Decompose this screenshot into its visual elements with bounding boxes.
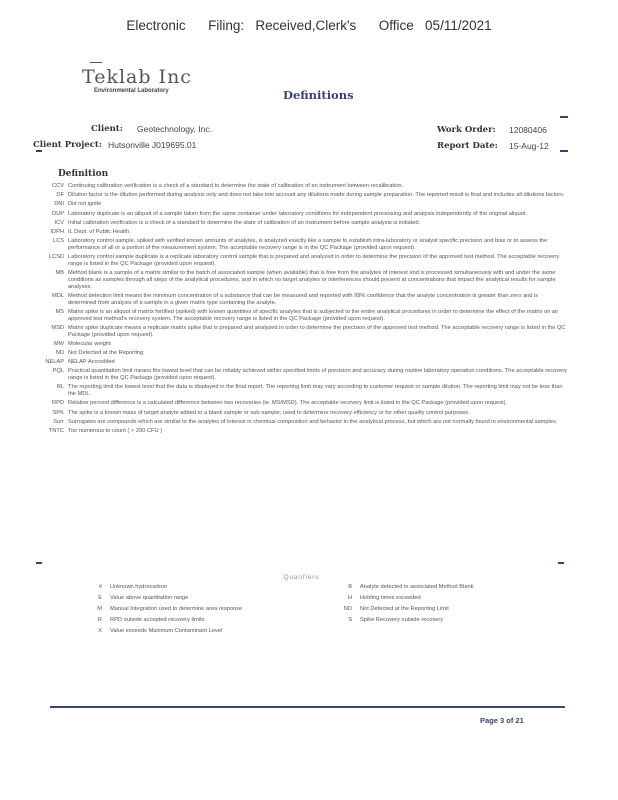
- definition-row: [28, 400, 568, 407]
- definition-abbr: RL: [56, 384, 64, 391]
- definition-abbr: ICV: [54, 219, 64, 226]
- page-title: Definitions: [283, 88, 354, 102]
- definition-abbr: MDL: [51, 292, 64, 299]
- definition-row: [28, 211, 568, 218]
- definition-row: [28, 350, 568, 357]
- definition-abbr: MS: [55, 308, 64, 315]
- definition-text: The reporting limit the lowest level that the data is displayed in the final report. The reporting limit may vary according to customer request or sample dilution. The reporting limit may not be less than the MDL.: [68, 384, 563, 398]
- report-date-value: 15-Aug-12: [509, 141, 549, 151]
- definition-text: IL Dept. of Public Health: [68, 228, 130, 235]
- definition-row: [28, 368, 568, 382]
- definition-row: [28, 293, 568, 307]
- definition-abbr: SPK: [52, 409, 64, 416]
- definition-row: [28, 220, 568, 227]
- definition-text: Initial calibration verification is a check of a standard to determine the state of calibration of an instrument before sample analysis is initiated.: [68, 219, 421, 226]
- definition-text: Laboratory duplicate is an aliquot of a sample taken from the same container under laboratory conditions for independent processing and analysis independently of the original aliquot.: [68, 210, 528, 217]
- definition-row: [28, 325, 568, 339]
- company-logo: [82, 66, 212, 106]
- definition-text: Method detection limit means the minimum concentration of a substance that can be measured and reported with 99% confidence that the analyte concentration is greater than zero and is determined from analysis of a sample in a given matrix type containing the analyte.: [68, 292, 539, 306]
- qualifier-text: Value exceeds Maximum Contaminant Level: [110, 628, 223, 634]
- page-number: Page 3 of 21: [480, 716, 524, 725]
- report-date-label: Report Date:: [437, 141, 498, 151]
- definition-row: [28, 229, 568, 236]
- margin-mark: [36, 150, 42, 152]
- qualifier-symbol: E: [98, 595, 102, 601]
- qualifier-symbol: B: [348, 584, 352, 590]
- margin-mark: [560, 150, 568, 152]
- qualifiers-heading: Qualifiers: [284, 575, 320, 581]
- definition-row: [28, 341, 568, 348]
- qualifier-text: Not Detected at the Reporting Limit: [360, 606, 449, 612]
- qualifiers-left-list: [80, 584, 320, 639]
- qualifier-row: [80, 606, 320, 612]
- qualifier-symbol: M: [97, 606, 102, 612]
- definition-abbr: CCV: [51, 183, 64, 189]
- definition-abbr: ND: [55, 350, 64, 357]
- definition-abbr: LCS: [52, 238, 64, 245]
- filing-stamp: Electronic Filing: Received,Clerk's Office 05/11/2021: [126, 18, 492, 33]
- client-label: Client:: [91, 124, 123, 134]
- qualifier-symbol: #: [98, 584, 102, 590]
- margin-mark: [558, 562, 564, 564]
- work-order-label: Work Order:: [437, 125, 496, 135]
- definition-abbr: DNI: [54, 201, 64, 208]
- qualifier-text: Value above quantitation range: [110, 595, 189, 601]
- logo-subtitle: Environmental Laboratory: [94, 88, 169, 94]
- definition-text: Laboratory control sample, spiked with verified known amounts of analytes, is analyzed exactly like a sample to establish intra-laboratory or analyst specific precision and bias or to assess the performance of all or a portion of the measurement system. The acceptable recovery range is in the QC Package (provided upon request).: [68, 238, 548, 251]
- qualifier-text: Unknown hydrocarbon: [110, 584, 167, 590]
- qualifiers-right-list: [330, 584, 550, 628]
- definitions-list: [28, 183, 568, 437]
- definition-text: Too numerous to count ( > 200 CFU ): [68, 427, 163, 434]
- definition-abbr: Surr: [53, 418, 64, 425]
- qualifier-row: [330, 617, 550, 623]
- definition-row: [28, 238, 568, 252]
- definition-abbr: NELAP: [45, 359, 64, 366]
- definition-text: Dilution factor is the dilution performed during analysis only and does not take into account any dilutions made during sample preparation. The reported result is final and includes all dilutions factors.: [68, 192, 565, 199]
- definition-abbr: PQL: [52, 368, 64, 375]
- qualifier-symbol: X: [98, 628, 102, 634]
- margin-mark: [36, 562, 42, 564]
- definition-abbr: MSD: [51, 324, 64, 331]
- definition-row: [28, 384, 568, 398]
- definition-text: The spike is a known mass of target analyte added to a blank sample or sub-sample; used to determine recovery efficiency or for other quality control purposes.: [68, 409, 470, 416]
- qualifier-symbol: H: [347, 595, 352, 601]
- client-value: Geotechnology, Inc.: [137, 124, 212, 134]
- qualifier-row: [330, 606, 550, 612]
- qualifier-text: Manual Integration used to determine area response: [110, 606, 243, 612]
- definition-text: Not Detected at the Reporting: [68, 350, 144, 357]
- work-order-value: 12080406: [509, 125, 547, 135]
- definition-text: Practical quantitation limit means the lowest level that can be reliably achieved within specified limits of precision and accuracy during routine laboratory operation conditions. The acceptable recovery range is listed in the QC Package (provided upon request).: [68, 368, 568, 382]
- qualifier-row: [80, 595, 320, 601]
- qualifier-text: Holding times exceeded: [360, 595, 421, 601]
- definition-row: [28, 270, 568, 290]
- definition-abbr: DUP: [51, 210, 64, 217]
- qualifier-text: Analyte detected in associated Method Blank: [360, 584, 474, 590]
- definition-row: [28, 359, 568, 366]
- definition-abbr: MB: [55, 270, 64, 277]
- client-project-label: Client Project:: [33, 140, 102, 150]
- definition-text: Continuing calibration verification is a check of a standard to determine the state of calibration of an instrument between recalibration.: [68, 183, 404, 189]
- definition-text: Molecular weight: [68, 340, 111, 347]
- qualifier-row: [80, 628, 320, 634]
- logo-script-text: Teklab Inc: [82, 66, 192, 88]
- definition-text: Relative percent difference is a calculated difference between two recoveries (ie. MS/MSD). The acceptable recovery limit is listed in the QC Package (provided upon request).: [68, 400, 508, 407]
- qualifier-row: [80, 584, 320, 590]
- definition-abbr: DF: [56, 192, 64, 199]
- margin-mark: [560, 116, 568, 118]
- definitions-heading: Definition: [58, 169, 109, 179]
- qualifier-symbol: S: [348, 617, 352, 623]
- definition-abbr: LCSD: [48, 254, 64, 261]
- definition-row: [28, 183, 568, 190]
- qualifier-row: [330, 584, 550, 590]
- qualifier-symbol: ND: [343, 606, 352, 612]
- definition-text: Surrogates are compounds which are similar to the analytes of interest in chemical composition and behavior in the analytical process, but which are not normally found in environmental samples.: [68, 418, 558, 425]
- definition-row: [28, 410, 568, 417]
- definition-row: [28, 309, 568, 323]
- qualifier-text: RPD outside accepted recovery limits: [110, 617, 205, 623]
- definition-row: [28, 201, 568, 208]
- definition-text: NELAP Accredited: [68, 359, 115, 366]
- logo-mark: [90, 62, 102, 63]
- qualifier-text: Spike Recovery outside recovery: [360, 617, 444, 623]
- definition-text: Method blank is a sample of a matrix similar to the batch of associated sample (when available) that is free from the analytes of interest and is processed simultaneously with and under the same conditions as samples through all steps of the analytical procedures, and in which no target analytes or interferences should present at concentrations that impact the analytical results for sample analyses.: [68, 270, 556, 290]
- definition-row: [28, 192, 568, 199]
- definition-abbr: MW: [53, 340, 64, 347]
- qualifier-row: [80, 617, 320, 623]
- definition-abbr: IDPH: [50, 228, 64, 235]
- definition-text: Did not ignite: [68, 201, 102, 208]
- definition-row: [28, 428, 568, 435]
- definition-abbr: TNTC: [48, 427, 64, 434]
- definition-row: [28, 419, 568, 426]
- definition-text: Laboratory control sample duplicate is a replicate laboratory control sample that is prepared and analyzed in order to determine the precision of the approved test method. The acceptable recovery range is listed in the QC Package (provided upon request).: [68, 254, 560, 267]
- definition-row: [28, 254, 568, 268]
- client-project-value: Hutsonville J019695.01: [108, 140, 197, 150]
- footer-divider: [50, 706, 565, 708]
- qualifier-row: [330, 595, 550, 601]
- qualifier-symbol: R: [97, 617, 102, 623]
- definition-abbr: RPD: [51, 400, 64, 407]
- definition-text: Matrix spike is an aliquot of matrix fortified (spiked) with known quantities of specific analytes that is subjected to the entire analytical procedures in order to determine the effect of the matrix on an approved test method's recovery system. The acceptable recovery range is listed in the QC Package (provided upon request).: [68, 308, 559, 322]
- definition-text: Matrix spike duplicate means a replicate matrix spike that is prepared and analyzed in order to determine the precision of the approved test method. The acceptable recovery range is listed in the QC Package (provided upon request).: [68, 324, 566, 338]
